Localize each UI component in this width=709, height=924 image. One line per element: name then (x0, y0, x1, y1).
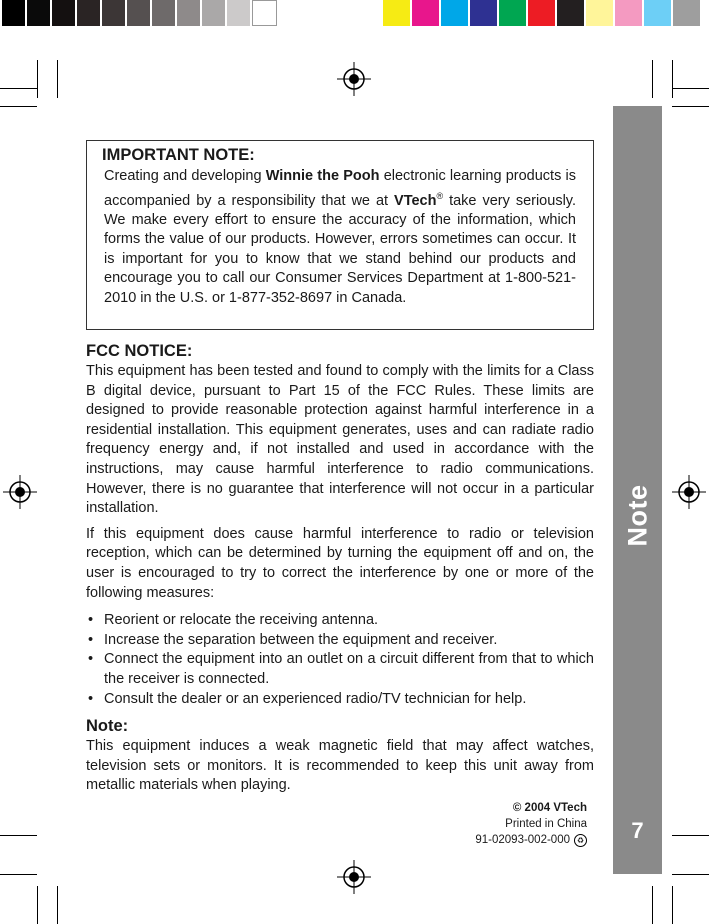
note-text-part-2: electronic learning products is accompanied by a responsibility that we at (104, 168, 576, 209)
registration-mark-right (672, 475, 706, 509)
swatch-4 (77, 0, 102, 26)
swatch-8 (177, 0, 202, 26)
part-code (475, 832, 587, 848)
important-note-title: IMPORTANT NOTE: (102, 146, 255, 164)
brand-name: VTech (394, 192, 437, 209)
footer (475, 800, 587, 848)
swatch-red (528, 0, 557, 26)
fcc-paragraph-2: If this equipment does cause harmful interference to radio or television reception, which can be determined by turning the equipment off and on, the user is encouraged to try to correct the interference by one or more of the following measures: (86, 525, 594, 601)
registered-mark: ® (436, 190, 444, 201)
product-name: Winnie the Pooh (265, 168, 380, 184)
fcc-paragraph-1: This equipment has been tested and found to comply with the limits for a Class B digital device, pursuant to Part 15 of the FCC Rules. These limits are designed to provide reasonable protection against harmful interference in a residential installation. This equipment generates, uses and can radiate radio frequency energy and, if not installed and used in accordance with the instructions, may cause harmful interference to radio communications. However, there is no guarantee that interference will not occur in a particular installation. (86, 363, 594, 517)
note-text-part-3: take very seriously. We make every effort to ensure the accuracy of the information, which forms the value of our products. However, errors sometimes can occur. It is important for you to know that we stand behind our products and encourage you to call our Consumer Services Department at 1-800-521-2010 in the U.S. or 1-877-352-8697 in Canada. (104, 192, 576, 306)
side-tab-label (613, 480, 662, 550)
registration-mark-left (3, 475, 37, 509)
important-note-text (104, 167, 576, 308)
page-number: 7 (631, 818, 644, 843)
swatch-black (557, 0, 586, 26)
registration-mark-top (337, 62, 371, 96)
swatch-1 (2, 0, 27, 26)
grayscale-calibration-bar (2, 0, 277, 26)
swatch-cyan (441, 0, 470, 26)
swatch-5 (102, 0, 127, 26)
recycle-icon: ♻ (574, 834, 587, 847)
note-paragraph: This equipment induces a weak magnetic field that may affect watches, television sets or monitors. It is recommended to keep this unit away from metallic materials when playing. (86, 738, 594, 794)
printed-in: Printed in China (505, 818, 587, 830)
main-content (86, 340, 594, 796)
swatch-2 (27, 0, 52, 26)
copyright: © 2004 VTech (512, 802, 587, 814)
swatch-yellow (383, 0, 412, 26)
swatch-light-blue (644, 0, 673, 26)
swatch-pink (615, 0, 644, 26)
swatch-light-yellow (586, 0, 615, 26)
swatch-3 (52, 0, 77, 26)
swatch-6 (127, 0, 152, 26)
swatch-gray (673, 0, 702, 26)
list-item: • Consult the dealer or an experienced radio/TV technician for help. (86, 690, 594, 710)
list-item: • Increase the separation between the equipment and receiver. (86, 631, 594, 651)
list-item: • Connect the equipment into an outlet on a circuit different from that to which the receiver is connected. (86, 650, 594, 689)
swatch-blue (470, 0, 499, 26)
note-title: Note: (86, 717, 129, 736)
swatch-11 (252, 0, 277, 26)
color-calibration-bar (383, 0, 702, 26)
list-item: • Reorient or relocate the receiving antenna. (86, 611, 594, 631)
note-text-part-1: Creating and developing (104, 168, 266, 184)
measures-list (86, 611, 594, 709)
fcc-notice-title: FCC NOTICE: (86, 342, 193, 360)
side-tab-text: Note (622, 484, 652, 546)
swatch-magenta (412, 0, 441, 26)
part-number: 91-02093-002-000 (475, 834, 570, 846)
swatch-7 (152, 0, 177, 26)
swatch-10 (227, 0, 252, 26)
swatch-9 (202, 0, 227, 26)
registration-mark-bottom (337, 860, 371, 894)
swatch-green (499, 0, 528, 26)
